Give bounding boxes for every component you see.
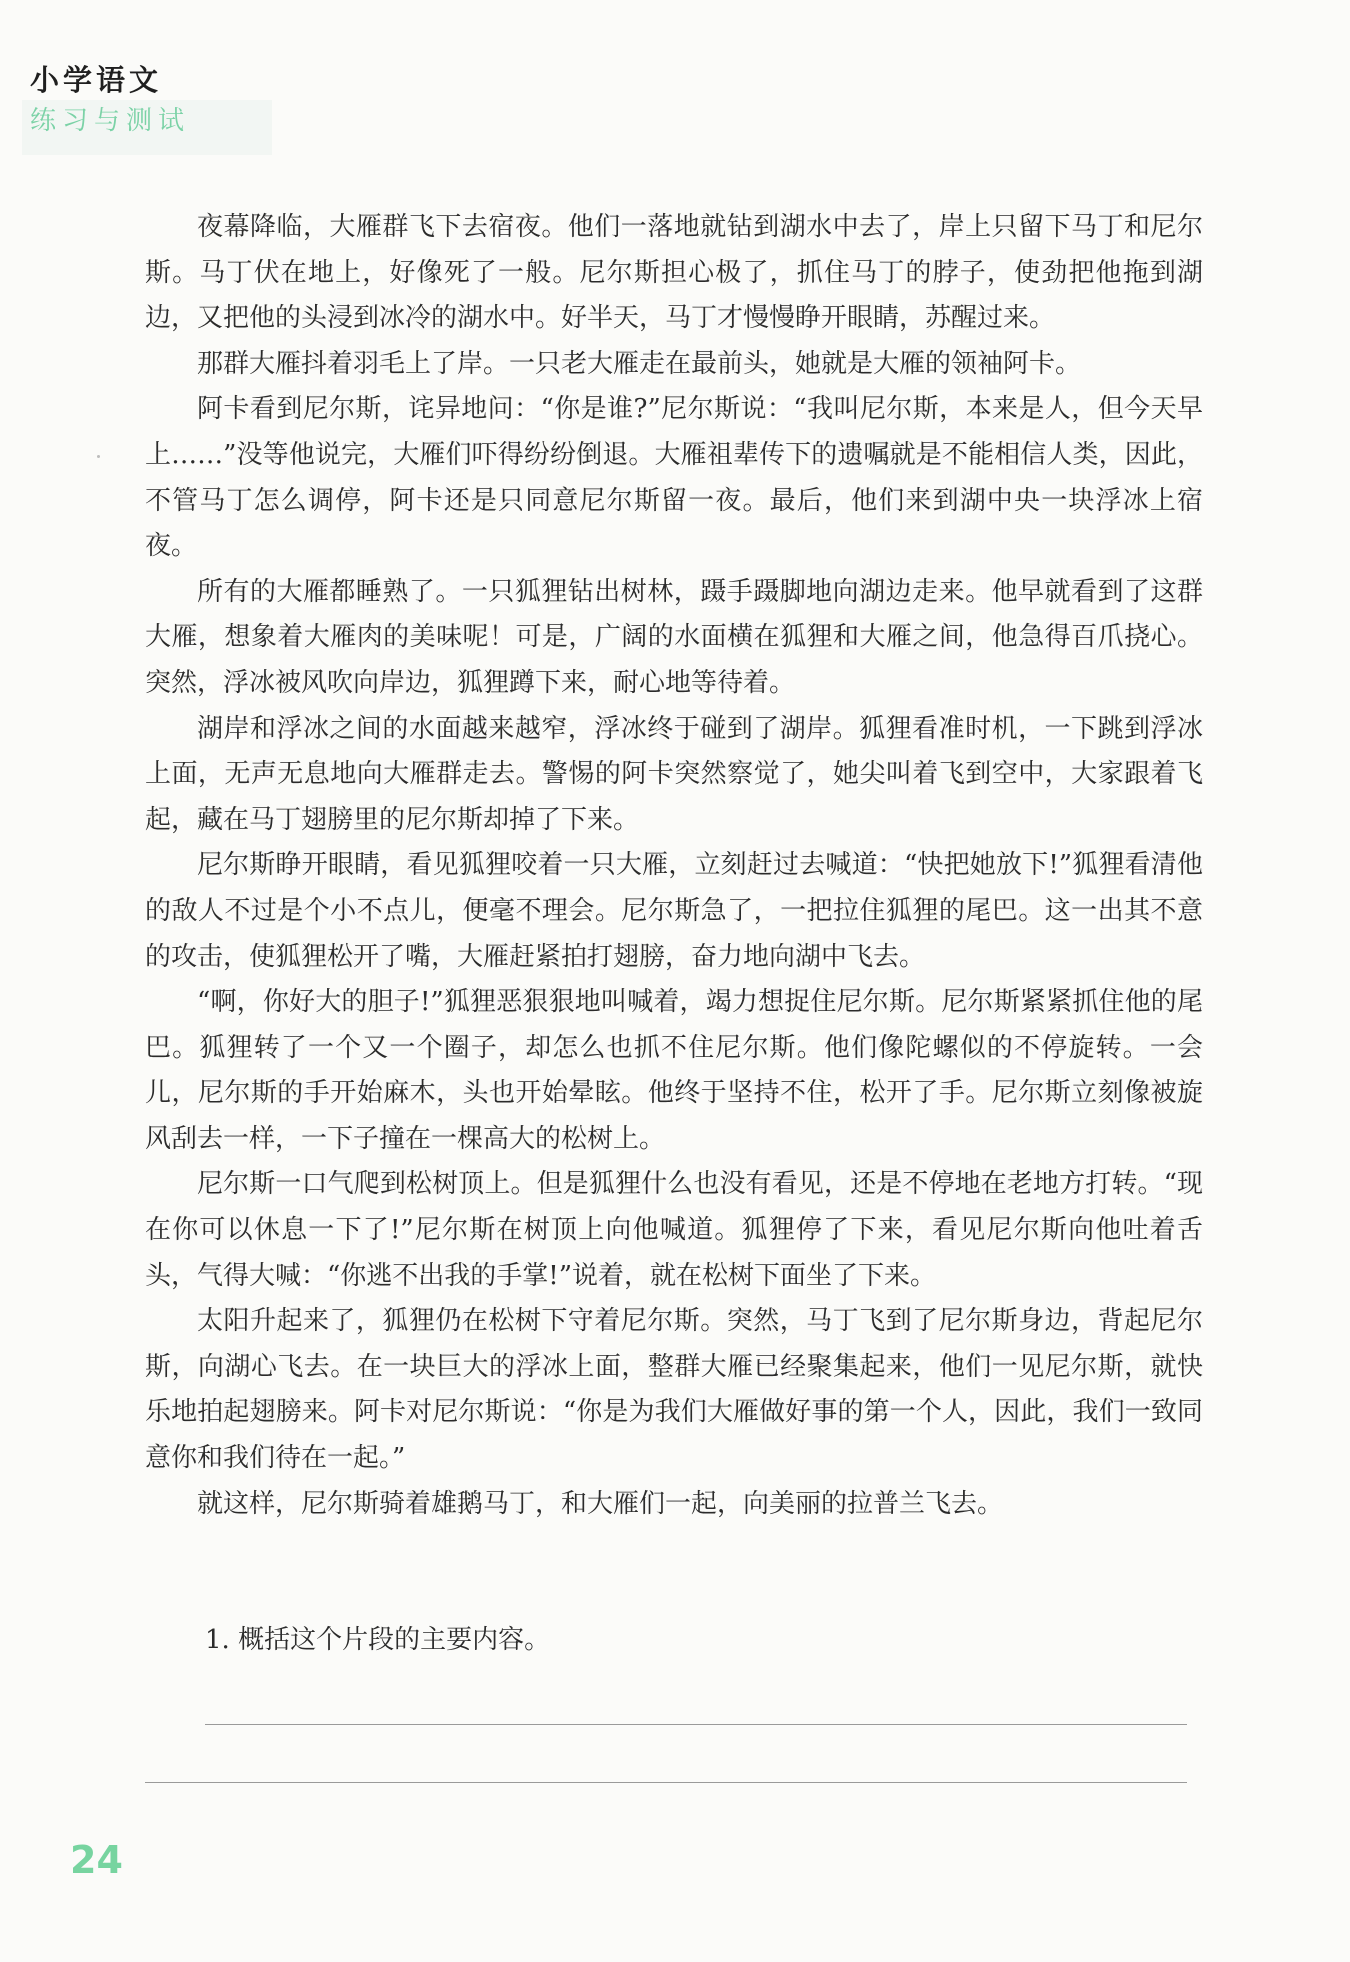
answer-line-1[interactable] bbox=[205, 1724, 1187, 1725]
page-number: 24 bbox=[70, 1838, 123, 1882]
passage-paragraph: 夜幕降临，大雁群飞下去宿夜。他们一落地就钻到湖水中去了，岸上只留下马丁和尼尔斯。马丁伏在地上，好像死了一般。尼尔斯担心极了，抓住马丁的脖子，使劲把他拖到湖边，又把他的头浸到冰冷的湖水中。好半天，马丁才慢慢睁开眼睛，苏醒过来。 bbox=[145, 212, 1203, 334]
passage-paragraph: “啊，你好大的胆子!”狐狸恶狠狠地叫喊着，竭力想捉住尼尔斯。尼尔斯紧紧抓住他的尾巴。狐狸转了一个又一个圈子，却怎么也抓不住尼尔斯。他们像陀螺似的不停旋转。一会儿，尼尔斯的手开始麻木，头也开始晕眩。他终于坚持不住，松开了手。尼尔斯立刻像被旋风刮去一样，一下子撞在一棵高大的松树上。 bbox=[145, 987, 1203, 1154]
question-1: 1. 概括这个片段的主要内容。 bbox=[205, 1625, 551, 1655]
passage-paragraph: 湖岸和浮冰之间的水面越来越窄，浮冰终于碰到了湖岸。狐狸看准时机，一下跳到浮冰上面，无声无息地向大雁群走去。警惕的阿卡突然察觉了，她尖叫着飞到空中，大家跟着飞起，藏在马丁翅膀里的尼尔斯却掉了下来。 bbox=[145, 713, 1203, 835]
reading-passage bbox=[145, 205, 1203, 1527]
margin-mark bbox=[97, 455, 100, 458]
passage-paragraph: 太阳升起来了，狐狸仍在松树下守着尼尔斯。突然，马丁飞到了尼尔斯身边，背起尼尔斯，向湖心飞去。在一块巨大的浮冰上面，整群大雁已经聚集起来，他们一见尼尔斯，就快乐地拍起翅膀来。阿卡对尼尔斯说：“你是为我们大雁做好事的第一个人，因此，我们一致同意你和我们待在一起。” bbox=[145, 1306, 1203, 1474]
passage-paragraph: 就这样，尼尔斯骑着雄鹅马丁，和大雁们一起，向美丽的拉普兰飞去。 bbox=[197, 1488, 1004, 1519]
passage-paragraph: 尼尔斯一口气爬到松树顶上。但是狐狸什么也没有看见，还是不停地在老地方打转。“现在你可以休息一下了!”尼尔斯在树顶上向他喊道。狐狸停了下来，看见尼尔斯向他吐着舌头，气得大喊：“你逃不出我的手掌!”说着，就在松树下面坐了下来。 bbox=[145, 1169, 1203, 1291]
answer-line-2[interactable] bbox=[145, 1782, 1187, 1783]
book-header bbox=[30, 62, 190, 138]
passage-paragraph: 那群大雁抖着羽毛上了岸。一只老大雁走在最前头，她就是大雁的领袖阿卡。 bbox=[197, 348, 1082, 379]
passage-paragraph: 阿卡看到尼尔斯，诧异地问：“你是谁?”尼尔斯说：“我叫尼尔斯，本来是人，但今天早上……”没等他说完，大雁们吓得纷纷倒退。大雁祖辈传下的遗嘱就是不能相信人类，因此，不管马丁怎么调停，阿卡还是只同意尼尔斯留一夜。最后，他们来到湖中央一块浮冰上宿夜。 bbox=[145, 394, 1203, 562]
series-subtitle: 练习与测试 bbox=[30, 106, 191, 136]
series-title: 小学语文 bbox=[30, 63, 163, 97]
passage-paragraph: 尼尔斯睁开眼睛，看见狐狸咬着一只大雁，立刻赶过去喊道：“快把她放下!”狐狸看清他的敌人不过是个小不点儿，便毫不理会。尼尔斯急了，一把拉住狐狸的尾巴。这一出其不意的攻击，使狐狸松开了嘴，大雁赶紧拍打翅膀，奋力地向湖中飞去。 bbox=[145, 850, 1203, 972]
passage-paragraph: 所有的大雁都睡熟了。一只狐狸钻出树林，蹑手蹑脚地向湖边走来。他早就看到了这群大雁，想象着大雁肉的美味呢！可是，广阔的水面横在狐狸和大雁之间，他急得百爪挠心。突然，浮冰被风吹向岸边，狐狸蹲下来，耐心地等待着。 bbox=[145, 576, 1203, 698]
